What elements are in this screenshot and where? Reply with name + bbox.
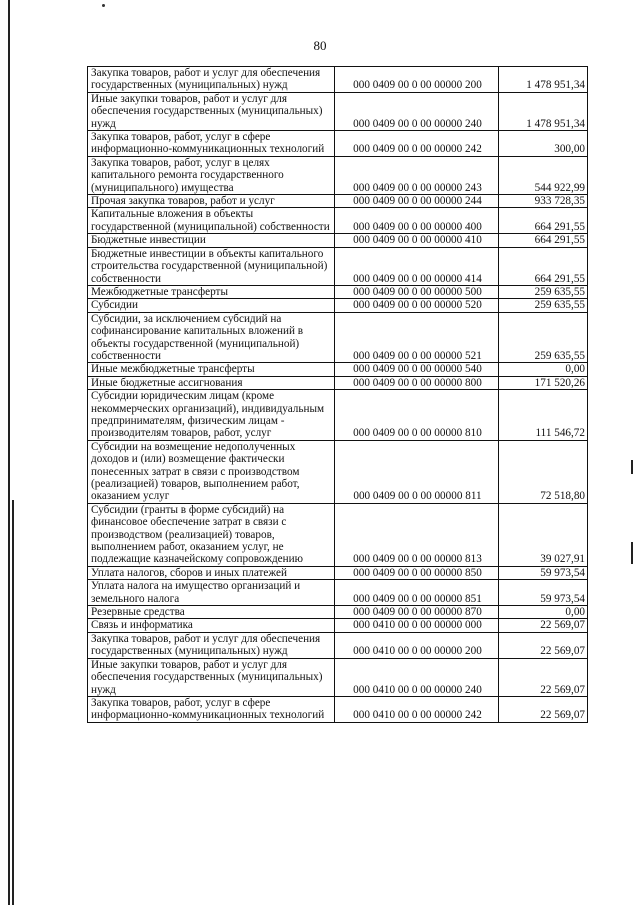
row-name-cell: Субсидии, за исключением субсидий на софинансирование капитальных вложений в объекты государственной (муниципальной) собственности [88, 312, 335, 363]
row-name-cell: Межбюджетные трансферты [88, 285, 335, 298]
row-name-cell: Иные межбюджетные трансферты [88, 363, 335, 376]
table-row [88, 92, 588, 130]
budget-table-body [88, 67, 588, 723]
scan-speck [102, 4, 105, 7]
row-code-cell: 000 0409 00 0 00 00000 813 [335, 503, 499, 566]
row-amount-cell: 59 973,54 [499, 566, 588, 579]
row-amount-cell: 39 027,91 [499, 503, 588, 566]
table-row [88, 67, 588, 93]
row-code-cell: 000 0410 00 0 00 00000 000 [335, 619, 499, 632]
table-row [88, 247, 588, 285]
row-code-cell: 000 0410 00 0 00 00000 240 [335, 658, 499, 696]
table-row [88, 632, 588, 658]
row-code-cell: 000 0410 00 0 00 00000 200 [335, 632, 499, 658]
row-amount-cell: 1 478 951,34 [499, 67, 588, 93]
table-row [88, 363, 588, 376]
page-number: 80 [313, 38, 327, 53]
row-name-cell: Иные закупки товаров, работ и услуг для обеспечения государственных (муниципальных) нужд [88, 658, 335, 696]
row-amount-cell: 111 546,72 [499, 390, 588, 441]
row-name-cell: Уплата налога на имущество организаций и земельного налога [88, 580, 335, 606]
row-code-cell: 000 0409 00 0 00 00000 800 [335, 376, 499, 389]
table-row [88, 619, 588, 632]
table-row [88, 208, 588, 234]
row-amount-cell: 544 922,99 [499, 156, 588, 194]
row-code-cell: 000 0409 00 0 00 00000 810 [335, 390, 499, 441]
row-amount-cell: 664 291,55 [499, 208, 588, 234]
table-row [88, 658, 588, 696]
row-code-cell: 000 0409 00 0 00 00000 243 [335, 156, 499, 194]
row-name-cell: Закупка товаров, работ, услуг в сфере информационно-коммуникационных технологий [88, 131, 335, 157]
row-amount-cell: 22 569,07 [499, 658, 588, 696]
table-row [88, 606, 588, 619]
row-code-cell: 000 0409 00 0 00 00000 242 [335, 131, 499, 157]
table-row [88, 580, 588, 606]
row-amount-cell: 933 728,35 [499, 195, 588, 208]
row-code-cell: 000 0409 00 0 00 00000 500 [335, 285, 499, 298]
row-name-cell: Резервные средства [88, 606, 335, 619]
row-amount-cell: 171 520,26 [499, 376, 588, 389]
row-name-cell: Связь и информатика [88, 619, 335, 632]
table-row [88, 503, 588, 566]
row-code-cell: 000 0409 00 0 00 00000 851 [335, 580, 499, 606]
table-row [88, 440, 588, 503]
row-name-cell: Субсидии [88, 299, 335, 312]
row-amount-cell: 59 973,54 [499, 580, 588, 606]
row-amount-cell: 300,00 [499, 131, 588, 157]
row-amount-cell: 72 518,80 [499, 440, 588, 503]
row-amount-cell: 259 635,55 [499, 285, 588, 298]
row-code-cell: 000 0409 00 0 00 00000 414 [335, 247, 499, 285]
row-name-cell: Уплата налогов, сборов и иных платежей [88, 566, 335, 579]
row-amount-cell: 22 569,07 [499, 619, 588, 632]
row-name-cell: Иные бюджетные ассигнования [88, 376, 335, 389]
row-code-cell: 000 0409 00 0 00 00000 400 [335, 208, 499, 234]
row-name-cell: Субсидии (гранты в форме субсидий) на финансовое обеспечение затрат в связи с производством (реализацией) товаров, выполнением работ, оказанием услуг, не подлежащие казначейскому сопровождению [88, 503, 335, 566]
table-row [88, 285, 588, 298]
row-code-cell: 000 0409 00 0 00 00000 200 [335, 67, 499, 93]
row-name-cell: Закупка товаров, работ, услуг в сфере информационно-коммуникационных технологий [88, 696, 335, 722]
table-row [88, 566, 588, 579]
row-name-cell: Бюджетные инвестиции в объекты капитального строительства государственной (муниципальной) собственности [88, 247, 335, 285]
row-amount-cell: 0,00 [499, 363, 588, 376]
row-name-cell: Капитальные вложения в объекты государственной (муниципальной) собственности [88, 208, 335, 234]
row-name-cell: Закупка товаров, работ и услуг для обеспечения государственных (муниципальных) нужд [88, 632, 335, 658]
row-amount-cell: 22 569,07 [499, 632, 588, 658]
scan-left-edge-lower [12, 500, 14, 905]
table-row [88, 131, 588, 157]
table-row [88, 376, 588, 389]
table-row [88, 299, 588, 312]
row-name-cell: Бюджетные инвестиции [88, 234, 335, 247]
table-row [88, 696, 588, 722]
table-row [88, 156, 588, 194]
table-row [88, 234, 588, 247]
row-code-cell: 000 0409 00 0 00 00000 811 [335, 440, 499, 503]
table-row [88, 312, 588, 363]
row-amount-cell: 259 635,55 [499, 312, 588, 363]
scan-left-edge [8, 0, 10, 905]
scan-margin-mark [631, 460, 633, 474]
row-amount-cell: 0,00 [499, 606, 588, 619]
row-name-cell: Прочая закупка товаров, работ и услуг [88, 195, 335, 208]
row-code-cell: 000 0409 00 0 00 00000 410 [335, 234, 499, 247]
row-code-cell: 000 0409 00 0 00 00000 870 [335, 606, 499, 619]
row-code-cell: 000 0409 00 0 00 00000 540 [335, 363, 499, 376]
row-code-cell: 000 0409 00 0 00 00000 850 [335, 566, 499, 579]
scan-margin-mark [631, 542, 633, 564]
row-name-cell: Закупка товаров, работ, услуг в целях капитального ремонта государственного (муниципального) имущества [88, 156, 335, 194]
row-amount-cell: 22 569,07 [499, 696, 588, 722]
row-code-cell: 000 0409 00 0 00 00000 240 [335, 92, 499, 130]
row-amount-cell: 1 478 951,34 [499, 92, 588, 130]
row-name-cell: Иные закупки товаров, работ и услуг для обеспечения государственных (муниципальных) нужд [88, 92, 335, 130]
row-amount-cell: 259 635,55 [499, 299, 588, 312]
row-code-cell: 000 0409 00 0 00 00000 520 [335, 299, 499, 312]
row-amount-cell: 664 291,55 [499, 234, 588, 247]
row-code-cell: 000 0410 00 0 00 00000 242 [335, 696, 499, 722]
row-name-cell: Закупка товаров, работ и услуг для обеспечения государственных (муниципальных) нужд [88, 67, 335, 93]
budget-table [87, 66, 588, 723]
table-row [88, 390, 588, 441]
row-name-cell: Субсидии на возмещение недополученных доходов и (или) возмещение фактически понесенных затрат в связи с производством (реализацией) товаров, выполнением работ, оказанием услуг [88, 440, 335, 503]
row-amount-cell: 664 291,55 [499, 247, 588, 285]
row-code-cell: 000 0409 00 0 00 00000 521 [335, 312, 499, 363]
table-row [88, 195, 588, 208]
row-code-cell: 000 0409 00 0 00 00000 244 [335, 195, 499, 208]
row-name-cell: Субсидии юридическим лицам (кроме некоммерческих организаций), индивидуальным предпринимателям, физическим лицам - производителям товаров, работ, услуг [88, 390, 335, 441]
